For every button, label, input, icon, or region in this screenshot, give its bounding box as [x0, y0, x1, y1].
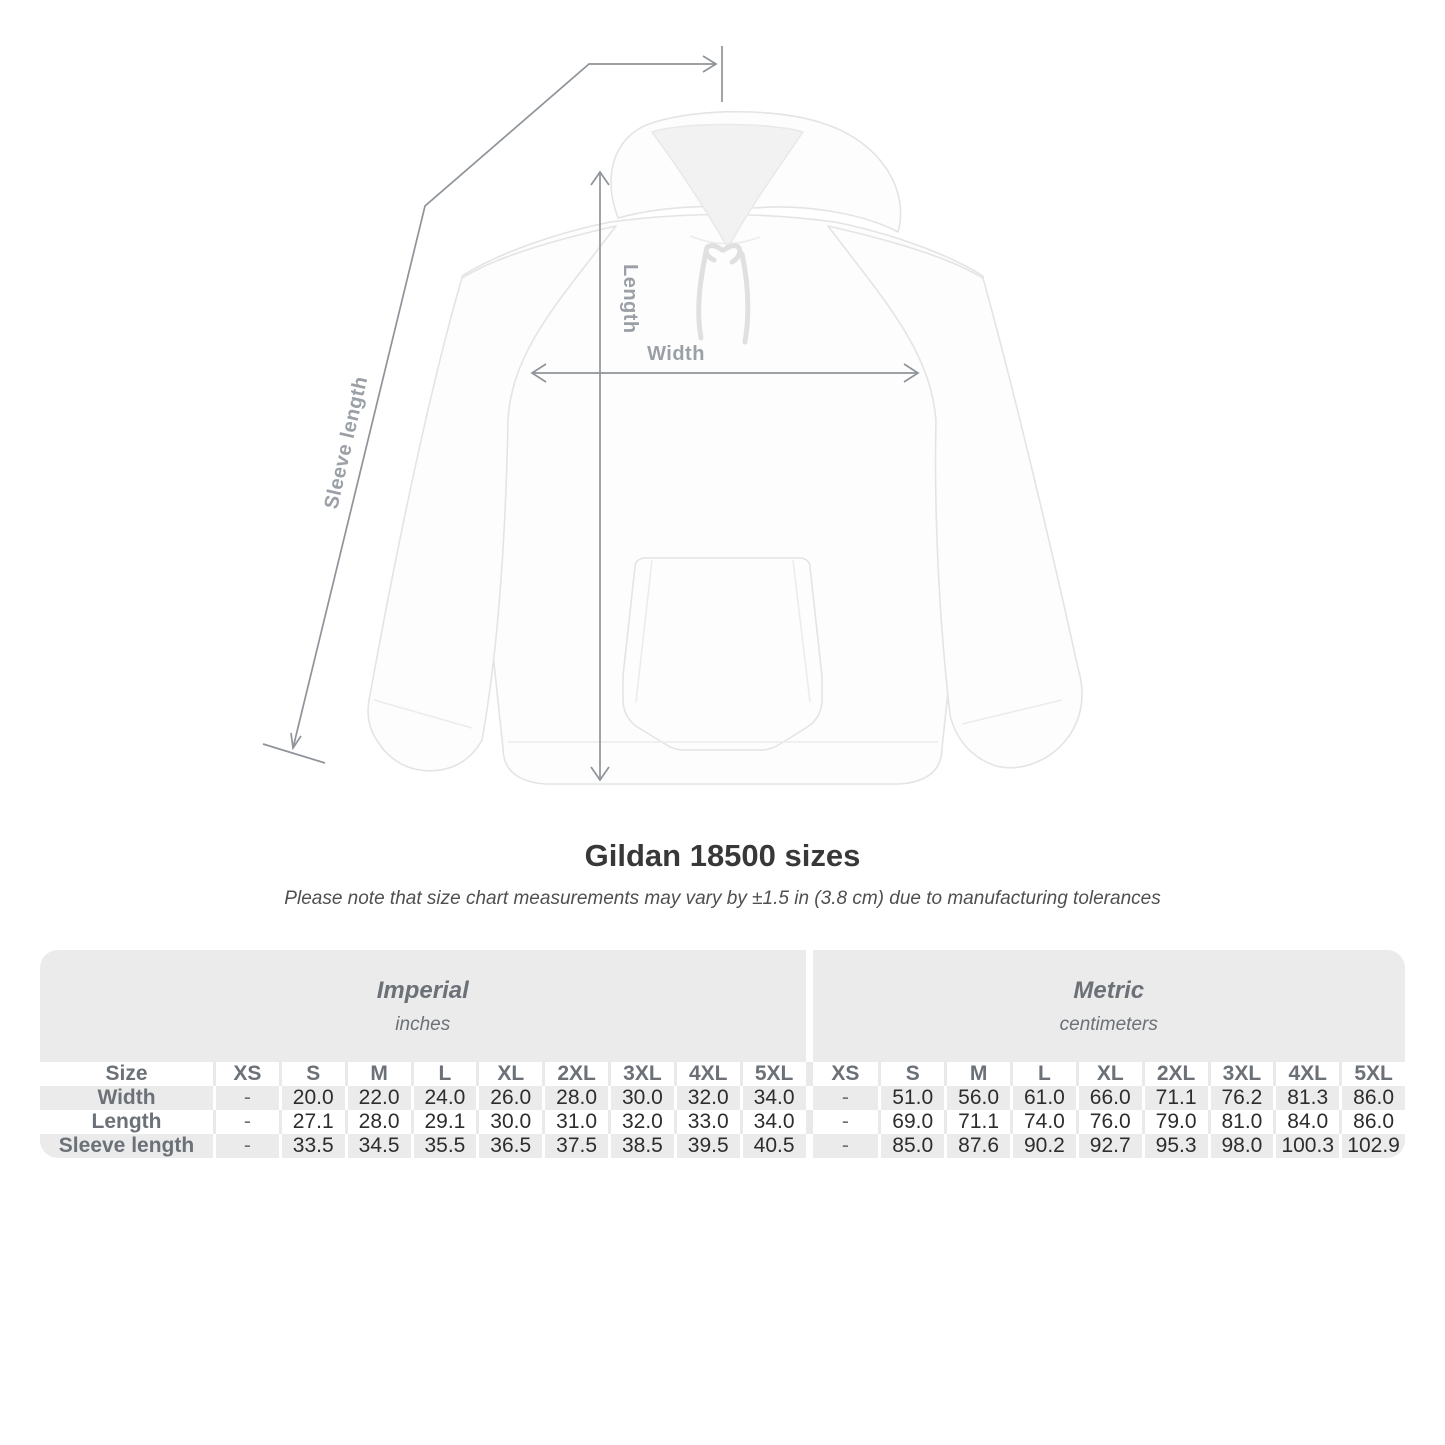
value-cell: 56.0 [944, 1086, 1010, 1110]
value-cell: 102.9 [1339, 1134, 1405, 1158]
value-cell: 39.5 [674, 1134, 740, 1158]
value-cell: 32.0 [674, 1086, 740, 1110]
section-gap [806, 1110, 813, 1134]
value-cell: 74.0 [1010, 1110, 1076, 1134]
value-cell: 87.6 [944, 1134, 1010, 1158]
value-cell: 92.7 [1076, 1134, 1142, 1158]
size-header-cell: S [878, 1062, 944, 1086]
size-header-cell: 2XL [1142, 1062, 1208, 1086]
title-block [0, 838, 1445, 910]
value-cell: 31.0 [542, 1110, 608, 1134]
value-cell: 28.0 [345, 1110, 411, 1134]
size-header-cell: 3XL [608, 1062, 674, 1086]
size-header-cell: S [279, 1062, 345, 1086]
value-cell: 30.0 [476, 1110, 542, 1134]
value-cell: 28.0 [542, 1086, 608, 1110]
size-header-cell: L [411, 1062, 477, 1086]
metric-header-name: Metric [1073, 976, 1145, 1004]
value-cell: 71.1 [1142, 1086, 1208, 1110]
value-cell: - [813, 1086, 879, 1110]
value-cell: 34.5 [345, 1134, 411, 1158]
value-cell: 76.2 [1208, 1086, 1274, 1110]
value-cell: 29.1 [411, 1110, 477, 1134]
value-cell: 81.3 [1273, 1086, 1339, 1110]
width-label: Width [647, 343, 705, 365]
value-cell: 26.0 [476, 1086, 542, 1110]
imperial-header-name: Imperial [376, 976, 469, 1004]
value-cell: 35.5 [411, 1134, 477, 1158]
size-header-cell: XS [813, 1062, 879, 1086]
value-cell: 85.0 [878, 1134, 944, 1158]
size-header-cell: XL [1076, 1062, 1142, 1086]
section-gap [806, 1062, 813, 1086]
value-cell: - [813, 1134, 879, 1158]
value-cell: 24.0 [411, 1086, 477, 1110]
value-cell: 81.0 [1208, 1110, 1274, 1134]
imperial-header [40, 950, 806, 1062]
value-cell: 33.5 [279, 1134, 345, 1158]
page-title: Gildan 18500 sizes [584, 838, 861, 873]
section-gap [806, 1086, 813, 1110]
row-label-cell: Sleeve length [40, 1134, 213, 1158]
value-cell: 37.5 [542, 1134, 608, 1158]
unit-header-gap [806, 950, 813, 1062]
value-cell: 30.0 [608, 1086, 674, 1110]
size-header-cell: 5XL [740, 1062, 806, 1086]
value-cell: 34.0 [740, 1110, 806, 1134]
value-cell: 61.0 [1010, 1086, 1076, 1110]
size-header-cell: L [1010, 1062, 1076, 1086]
value-cell: 79.0 [1142, 1110, 1208, 1134]
sleeve-length-label: Sleeve length [320, 374, 373, 512]
size-header-cell: 4XL [674, 1062, 740, 1086]
value-cell: 66.0 [1076, 1086, 1142, 1110]
size-header-cell: M [944, 1062, 1010, 1086]
size-header-cell: 3XL [1208, 1062, 1274, 1086]
size-header-cell: XL [476, 1062, 542, 1086]
value-cell: 51.0 [878, 1086, 944, 1110]
value-cell: 86.0 [1339, 1110, 1405, 1134]
value-cell: 20.0 [279, 1086, 345, 1110]
value-cell: 76.0 [1076, 1110, 1142, 1134]
value-cell: 40.5 [740, 1134, 806, 1158]
value-cell: 32.0 [608, 1110, 674, 1134]
value-cell: 36.5 [476, 1134, 542, 1158]
size-header-cell: 2XL [542, 1062, 608, 1086]
metric-header-unit: centimeters [1059, 1013, 1158, 1035]
value-cell: 27.1 [279, 1110, 345, 1134]
size-header-cell: M [345, 1062, 411, 1086]
value-cell: 69.0 [878, 1110, 944, 1134]
length-label: Length [619, 264, 641, 334]
imperial-header-unit: inches [395, 1013, 451, 1035]
hoodie-pocket [623, 558, 822, 750]
size-header-cell: 4XL [1273, 1062, 1339, 1086]
row-label-cell: Size [40, 1062, 213, 1086]
size-header-cell: XS [213, 1062, 279, 1086]
value-cell: 100.3 [1273, 1134, 1339, 1158]
value-cell: 33.0 [674, 1110, 740, 1134]
page-subtitle: Please note that size chart measurements may vary by ±1.5 in (3.8 cm) due to manufacturing tolerances [284, 888, 1161, 909]
hoodie-shape [368, 112, 1082, 784]
section-gap [806, 1134, 813, 1158]
value-cell: 86.0 [1339, 1086, 1405, 1110]
value-cell: 84.0 [1273, 1110, 1339, 1134]
value-cell: 71.1 [944, 1110, 1010, 1134]
row-label-cell: Width [40, 1086, 213, 1110]
value-cell: 95.3 [1142, 1134, 1208, 1158]
value-cell: - [213, 1086, 279, 1110]
value-cell: 98.0 [1208, 1134, 1274, 1158]
value-cell: 90.2 [1010, 1134, 1076, 1158]
value-cell: 34.0 [740, 1086, 806, 1110]
metric-header [813, 950, 1406, 1062]
size-header-cell: 5XL [1339, 1062, 1405, 1086]
value-cell: - [213, 1110, 279, 1134]
size-table [40, 950, 1405, 1158]
value-cell: 22.0 [345, 1086, 411, 1110]
value-cell: - [213, 1134, 279, 1158]
row-label-cell: Length [40, 1110, 213, 1134]
value-cell: 38.5 [608, 1134, 674, 1158]
value-cell: - [813, 1110, 879, 1134]
